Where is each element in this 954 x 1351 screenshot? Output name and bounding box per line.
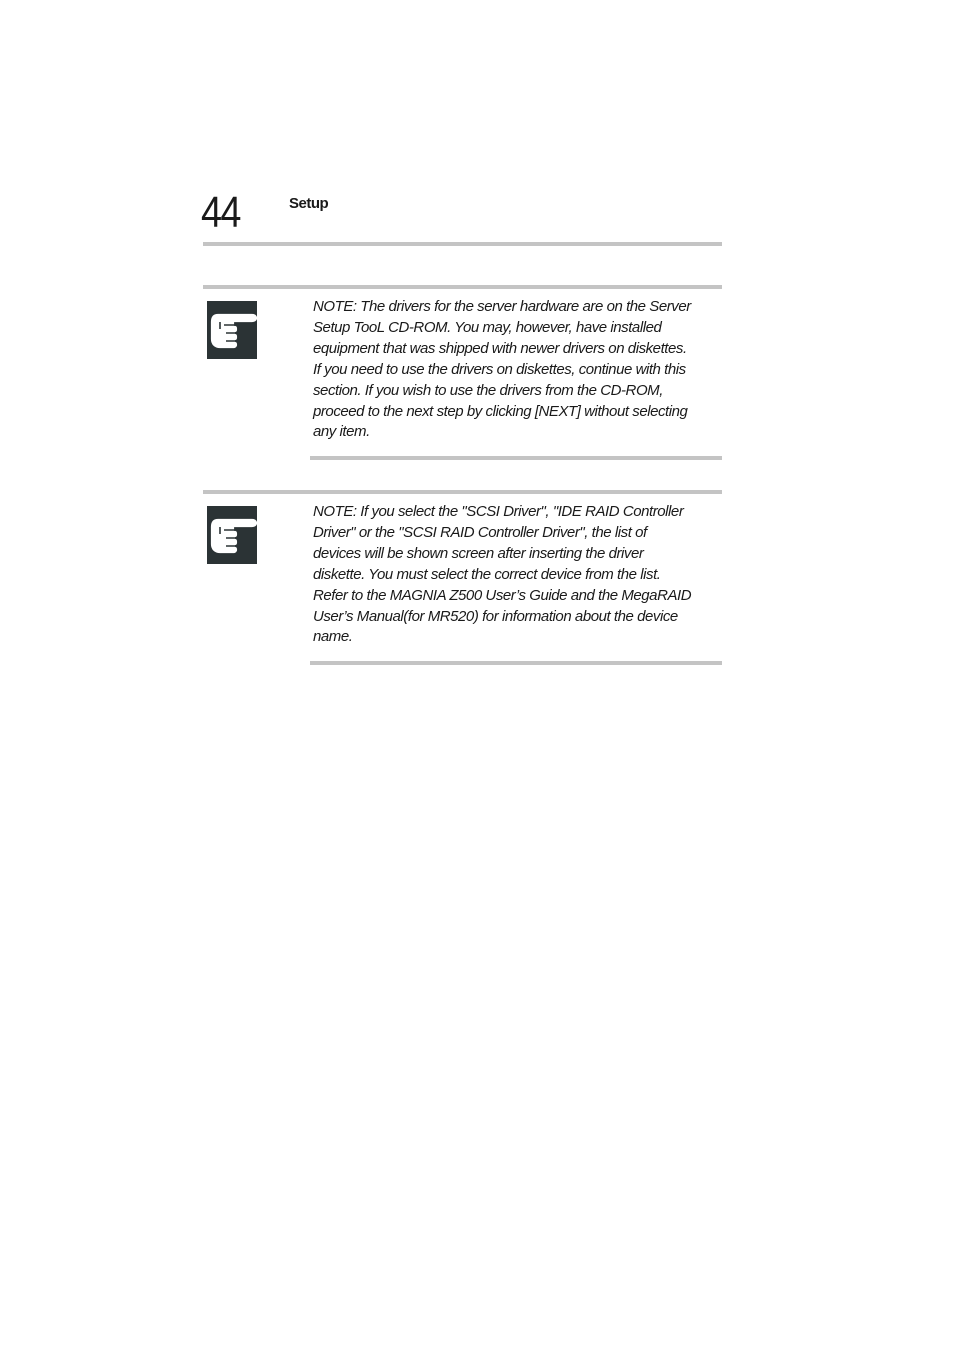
note-bottom-divider xyxy=(310,456,722,460)
note-line: NOTE: If you select the "SCSI Driver", "IDE RAID Controller xyxy=(313,503,684,520)
note-line: name. xyxy=(313,628,353,646)
note-line: proceed to the next step by clicking [NEXT] without selecting xyxy=(313,402,688,420)
note-line: Setup TooL CD-ROM. You may, however, have installed xyxy=(313,318,662,336)
note-line: Refer to the MAGNIA Z500 User’s Guide and the MegaRAID xyxy=(313,586,692,604)
section-title: Setup xyxy=(289,195,329,212)
note-top-divider xyxy=(203,490,722,494)
note-line: section. If you wish to use the drivers from the CD-ROM, xyxy=(313,381,663,399)
pointing-hand-icon xyxy=(207,506,257,564)
note-line: User’s Manual(for MR520) for information about the device xyxy=(313,607,678,625)
note-line: equipment that was shipped with newer drivers on diskettes. xyxy=(313,339,687,357)
note-line: If you need to use the drivers on diskettes, continue with this xyxy=(313,360,686,378)
note-line: NOTE: The drivers for the server hardware are on the Server xyxy=(313,298,691,315)
note-bottom-divider xyxy=(310,661,722,665)
note-text xyxy=(313,502,698,648)
note-top-divider xyxy=(203,285,722,289)
pointing-hand-icon xyxy=(207,301,257,359)
page-number: 44 xyxy=(201,188,240,237)
note-line: any item. xyxy=(313,423,370,441)
note-line: Driver" or the "SCSI RAID Controller Driver", the list of xyxy=(313,523,647,541)
note-line: devices will be shown screen after inserting the driver xyxy=(313,544,644,562)
header-divider xyxy=(203,242,722,246)
note-line: diskette. You must select the correct device from the list. xyxy=(313,565,661,583)
note-text xyxy=(313,297,698,443)
